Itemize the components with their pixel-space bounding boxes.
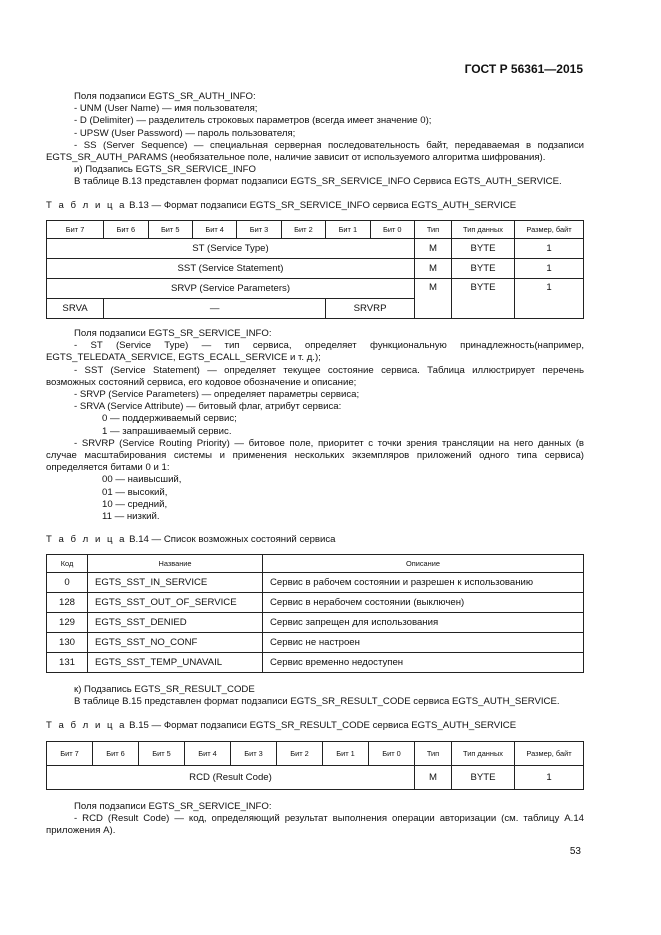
- table-header-row: [47, 221, 584, 239]
- header-cell: Тип данных: [452, 742, 515, 766]
- type-cell: M: [415, 766, 452, 790]
- paragraph: 11 — низкий.: [102, 511, 160, 523]
- service-info-block: [46, 328, 584, 523]
- description-cell: Сервис в нерабочем состоянии (выключен): [263, 593, 584, 613]
- header-cell: Бит 6: [104, 221, 148, 239]
- code-cell: 130: [47, 633, 88, 653]
- description-cell: Сервис запрещен для использования: [263, 613, 584, 633]
- table-row: [47, 573, 584, 593]
- header-cell: Бит 5: [148, 221, 192, 239]
- paragraph: 00 — наивысший,: [102, 474, 182, 486]
- paragraph: - SRVRP (Service Routing Priority) — битовое поле, приоритет с точки зрения трансляции на него данных (в случае масштабирования системы и применения нескольких экземпляров приложений одного типа сервиса) определяется битами 0 и 1:: [46, 437, 584, 474]
- result-code-intro: [46, 684, 584, 708]
- datatype-cell: BYTE: [452, 239, 515, 259]
- table-row: [47, 279, 584, 299]
- field-name-cell: RCD (Result Code): [47, 766, 415, 790]
- srvrp-cell: SRVRP: [326, 299, 415, 319]
- page-number: 53: [569, 846, 581, 857]
- paragraph: 1 — запрашиваемый сервис.: [102, 425, 232, 437]
- table15-caption: [46, 720, 516, 731]
- caption-text: В.13 — Формат подзаписи EGTS_SR_SERVICE_INFO сервиса EGTS_AUTH_SERVICE: [129, 200, 517, 211]
- header-cell: Описание: [263, 555, 584, 573]
- header-cell: Бит 3: [231, 742, 277, 766]
- paragraph: В таблице В.13 представлен формат подзаписи EGTS_SR_SERVICE_INFO Сервиса EGTS_AUTH_SERVICE.: [74, 176, 562, 188]
- final-block: [46, 801, 584, 838]
- table-row: [47, 633, 584, 653]
- datatype-cell: BYTE: [452, 766, 515, 790]
- name-cell: EGTS_SST_NO_CONF: [88, 633, 263, 653]
- table-row: [47, 653, 584, 673]
- table-row: [47, 613, 584, 633]
- paragraph: - SS (Server Sequence) — специальная серверная последовательность байт, передаваемая в подзаписи EGTS_SR_AUTH_PARAMS (необязательное поле, наличие зависит от используемого алгоритма шифрования).: [46, 139, 584, 164]
- field-name-cell: SRVP (Service Parameters): [47, 279, 415, 299]
- paragraph: - D (Delimiter) — разделитель строковых параметров (всегда имеет значение 0);: [74, 115, 432, 127]
- paragraph: - UNM (User Name) — имя пользователя;: [74, 103, 258, 115]
- type-cell: M: [415, 239, 452, 259]
- standard-number: ГОСТ Р 56361—2015: [464, 62, 583, 76]
- caption-prefix: Т а б л и ц а: [46, 200, 127, 211]
- paragraph: Поля подзаписи EGTS_SR_AUTH_INFO:: [74, 91, 256, 102]
- code-cell: 0: [47, 573, 88, 593]
- header-cell: Бит 3: [237, 221, 281, 239]
- header-cell: Бит 5: [139, 742, 185, 766]
- paragraph: 0 — поддерживаемый сервис;: [102, 413, 237, 425]
- size-cell: 1: [515, 259, 584, 279]
- paragraph: - SRVA (Service Attribute) — битовый флаг, атрибут сервиса:: [74, 401, 342, 413]
- header-cell: Бит 2: [277, 742, 323, 766]
- header-cell: Бит 2: [281, 221, 325, 239]
- code-cell: 131: [47, 653, 88, 673]
- table15: [46, 741, 584, 790]
- header-cell: Бит 1: [323, 742, 369, 766]
- paragraph: Поля подзаписи EGTS_SR_SERVICE_INFO:: [74, 801, 272, 812]
- table14-caption: [46, 534, 336, 545]
- intro-block: [46, 91, 584, 189]
- field-name-cell: SST (Service Statement): [47, 259, 415, 279]
- paragraph: 10 — средний,: [102, 498, 168, 510]
- header-cell: Бит 1: [326, 221, 370, 239]
- type-cell: M: [415, 279, 452, 319]
- header-cell: Бит 7: [47, 742, 93, 766]
- size-cell: 1: [515, 239, 584, 259]
- paragraph: - SRVP (Service Parameters) — определяет параметры сервиса;: [74, 389, 360, 401]
- table13: [46, 220, 584, 319]
- code-cell: 128: [47, 593, 88, 613]
- header-cell: Бит 6: [93, 742, 139, 766]
- table-header-row: [47, 555, 584, 573]
- header-cell: Бит 7: [47, 221, 104, 239]
- code-cell: 129: [47, 613, 88, 633]
- name-cell: EGTS_SST_TEMP_UNAVAIL: [88, 653, 263, 673]
- paragraph: 01 — высокий,: [102, 486, 168, 498]
- header-cell: Бит 0: [369, 742, 415, 766]
- name-cell: EGTS_SST_IN_SERVICE: [88, 573, 263, 593]
- header-cell: Бит 0: [370, 221, 414, 239]
- caption-prefix: Т а б л и ц а: [46, 720, 127, 731]
- paragraph: и) Подзапись EGTS_SR_SERVICE_INFO: [74, 164, 256, 176]
- datatype-cell: BYTE: [452, 259, 515, 279]
- header-cell: Название: [88, 555, 263, 573]
- reserved-cell: —: [104, 299, 326, 319]
- table-row: [47, 766, 584, 790]
- table-header-row: [47, 742, 584, 766]
- caption-text: В.15 — Формат подзаписи EGTS_SR_RESULT_CODE сервиса EGTS_AUTH_SERVICE: [129, 720, 517, 731]
- description-cell: Сервис в рабочем состоянии и разрешен к использованию: [263, 573, 584, 593]
- paragraph: - SST (Service Statement) — определяет текущее состояние сервиса. Таблица иллюстрирует перечень возможных состояний сервиса, его кодовое обозначение и описание;: [46, 364, 584, 388]
- header-cell: Код: [47, 555, 88, 573]
- name-cell: EGTS_SST_OUT_OF_SERVICE: [88, 593, 263, 613]
- size-cell: 1: [515, 766, 584, 790]
- table13-caption: [46, 200, 516, 211]
- paragraph: - RCD (Result Code) — код, определяющий результат выполнения операции авторизации (см. таблицу А.14 приложения А).: [46, 813, 584, 837]
- paragraph: В таблице В.15 представлен формат подзаписи EGTS_SR_RESULT_CODE сервиса EGTS_AUTH_SERVICE.: [74, 696, 560, 708]
- name-cell: EGTS_SST_DENIED: [88, 613, 263, 633]
- size-cell: 1: [515, 279, 584, 319]
- caption-text: В.14 — Список возможных состояний сервиса: [129, 534, 336, 545]
- table-row: [47, 239, 584, 259]
- header-cell: Тип: [415, 221, 452, 239]
- header-cell: Размер, байт: [515, 742, 584, 766]
- table14: [46, 554, 584, 673]
- header-cell: Бит 4: [192, 221, 236, 239]
- table-row: [47, 593, 584, 613]
- datatype-cell: BYTE: [452, 279, 515, 319]
- header-cell: Размер, байт: [515, 221, 584, 239]
- field-name-cell: ST (Service Type): [47, 239, 415, 259]
- type-cell: M: [415, 259, 452, 279]
- header-cell: Бит 4: [185, 742, 231, 766]
- caption-prefix: Т а б л и ц а: [46, 534, 127, 545]
- header-cell: Тип: [415, 742, 452, 766]
- paragraph: к) Подзапись EGTS_SR_RESULT_CODE: [74, 684, 255, 695]
- header-cell: Тип данных: [452, 221, 515, 239]
- srva-cell: SRVA: [47, 299, 104, 319]
- description-cell: Сервис не настроен: [263, 633, 584, 653]
- paragraph: - UPSW (User Password) — пароль пользователя;: [74, 127, 296, 139]
- description-cell: Сервис временно недоступен: [263, 653, 584, 673]
- paragraph: Поля подзаписи EGTS_SR_SERVICE_INFO:: [74, 328, 272, 339]
- table-row: [47, 259, 584, 279]
- paragraph: - ST (Service Type) — тип сервиса, определяет функциональную принадлежность(например, EGTS_TELEDATA_SERVICE, EGTS_ECALL_SERVICE и т. д.);: [46, 340, 584, 364]
